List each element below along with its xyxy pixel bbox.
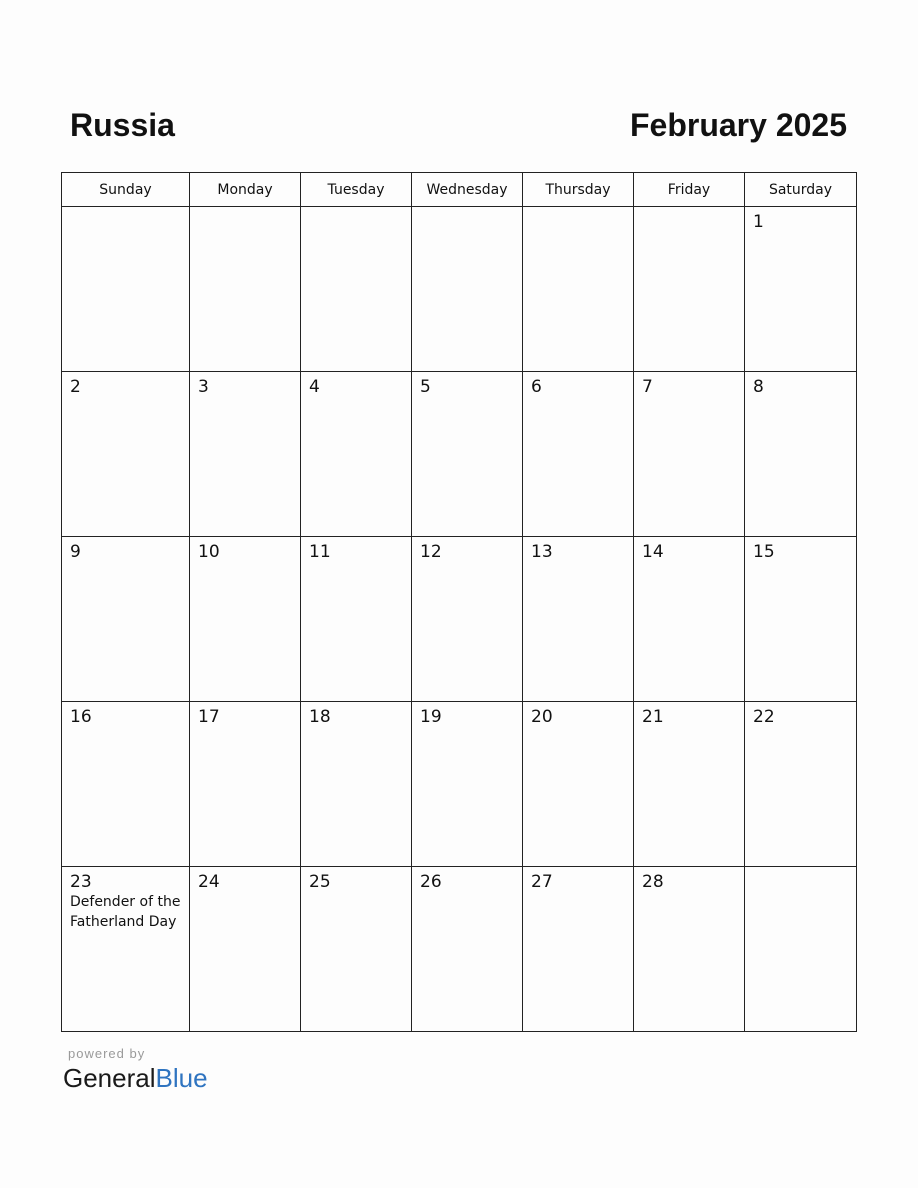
day-number: 26 xyxy=(420,872,442,892)
day-cell xyxy=(412,207,523,372)
day-cell xyxy=(190,537,301,702)
day-number: 4 xyxy=(309,377,320,397)
day-number: 17 xyxy=(198,707,220,727)
month-calendar-grid xyxy=(61,172,857,1032)
day-number: 2 xyxy=(70,377,81,397)
day-cell xyxy=(190,702,301,867)
day-number: 21 xyxy=(642,707,664,727)
day-cell xyxy=(190,372,301,537)
weekday-header: Wednesday xyxy=(412,173,523,207)
day-number: 5 xyxy=(420,377,431,397)
day-cell xyxy=(190,207,301,372)
calendar-country-title: Russia xyxy=(70,107,175,143)
day-number: 3 xyxy=(198,377,209,397)
day-number: 20 xyxy=(531,707,553,727)
day-cell xyxy=(301,372,412,537)
holiday-label: Defender of the Fatherland Day xyxy=(70,894,181,930)
day-number: 28 xyxy=(642,872,664,892)
day-number: 7 xyxy=(642,377,653,397)
day-number: 19 xyxy=(420,707,442,727)
day-cell xyxy=(634,207,745,372)
day-number: 22 xyxy=(753,707,775,727)
week-row xyxy=(62,537,857,702)
day-cell xyxy=(301,207,412,372)
day-cell xyxy=(523,372,634,537)
brand-blue-text: Blue xyxy=(155,1063,208,1093)
day-number: 8 xyxy=(753,377,764,397)
day-cell xyxy=(62,207,190,372)
day-cell xyxy=(634,537,745,702)
weekday-header: Saturday xyxy=(745,173,857,207)
day-number: 15 xyxy=(753,542,775,562)
week-row xyxy=(62,702,857,867)
day-cell xyxy=(634,702,745,867)
day-cell xyxy=(412,867,523,1032)
day-cell xyxy=(745,867,857,1032)
day-number: 13 xyxy=(531,542,553,562)
calendar-month-title: February 2025 xyxy=(629,107,847,143)
day-cell xyxy=(412,537,523,702)
day-cell xyxy=(62,702,190,867)
powered-by-label: powered by xyxy=(68,1046,146,1061)
week-row xyxy=(62,867,857,1032)
day-cell xyxy=(412,372,523,537)
day-cell xyxy=(301,867,412,1032)
day-cell xyxy=(745,537,857,702)
day-number: 1 xyxy=(753,212,764,232)
day-cell xyxy=(745,372,857,537)
day-cell xyxy=(523,207,634,372)
weekday-header: Sunday xyxy=(62,173,190,207)
brand-general-text: General xyxy=(63,1063,156,1093)
weekday-header: Thursday xyxy=(523,173,634,207)
day-number: 6 xyxy=(531,377,542,397)
day-cell xyxy=(190,867,301,1032)
day-cell xyxy=(634,867,745,1032)
week-row xyxy=(62,372,857,537)
weekday-header: Tuesday xyxy=(301,173,412,207)
day-number: 10 xyxy=(198,542,220,562)
day-cell xyxy=(745,207,857,372)
day-number: 14 xyxy=(642,542,664,562)
day-cell xyxy=(62,372,190,537)
day-cell xyxy=(301,702,412,867)
day-cell xyxy=(634,372,745,537)
day-number: 25 xyxy=(309,872,331,892)
weekday-header: Friday xyxy=(634,173,745,207)
day-cell xyxy=(523,537,634,702)
day-number: 16 xyxy=(70,707,92,727)
day-number: 27 xyxy=(531,872,553,892)
day-number: 18 xyxy=(309,707,331,727)
day-cell xyxy=(745,702,857,867)
week-row xyxy=(62,207,857,372)
day-number: 12 xyxy=(420,542,442,562)
day-number: 11 xyxy=(309,542,331,562)
weekday-header-row xyxy=(62,173,857,207)
day-cell xyxy=(412,702,523,867)
day-cell xyxy=(301,537,412,702)
day-cell xyxy=(523,867,634,1032)
weekday-header: Monday xyxy=(190,173,301,207)
day-cell xyxy=(523,702,634,867)
day-number: 23 xyxy=(70,872,92,892)
generalblue-logo[interactable] xyxy=(63,1062,208,1094)
day-cell xyxy=(62,537,190,702)
day-number: 24 xyxy=(198,872,220,892)
day-number: 9 xyxy=(70,542,81,562)
day-cell xyxy=(62,867,190,1032)
